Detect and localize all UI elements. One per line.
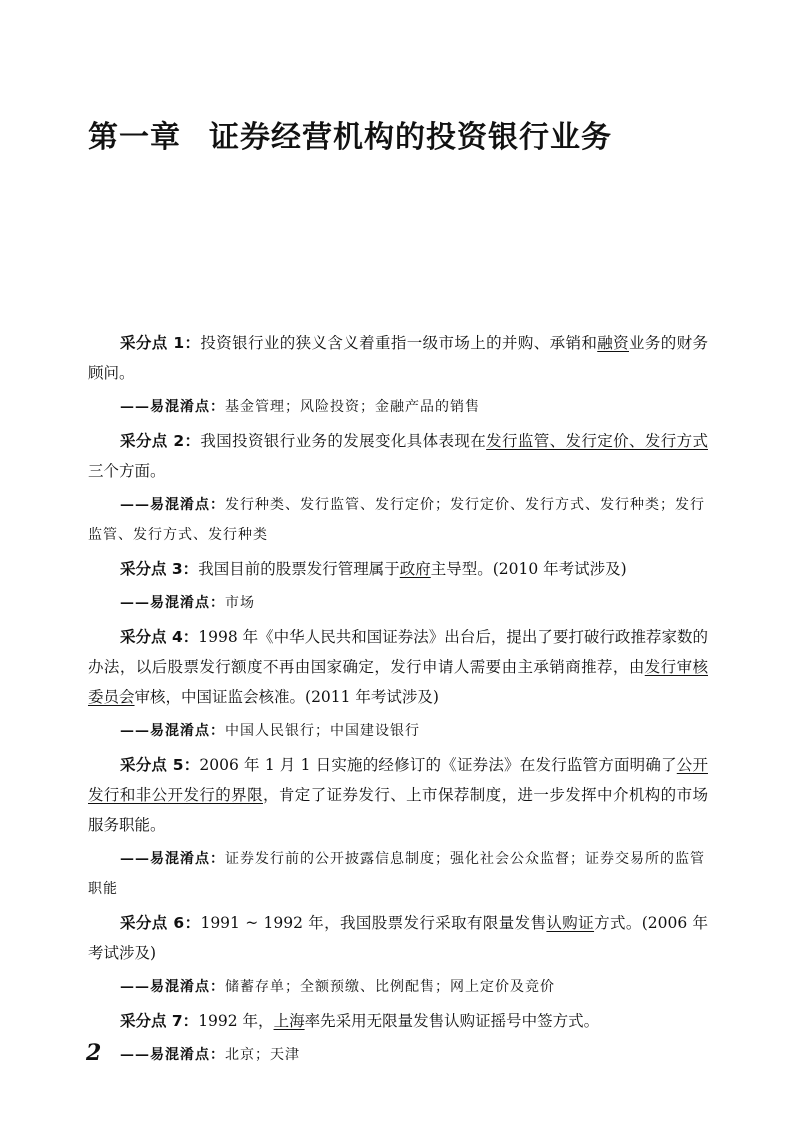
scoring-point-2 (88, 426, 708, 486)
confusion-label: ——易混淆点： (120, 851, 225, 867)
confusion-text: 基金管理；风险投资；金融产品的销售 (225, 399, 480, 415)
point-text-end: 率先采用无限量发售认购证摇号中签方式。 (304, 1012, 600, 1030)
confusion-note-5 (88, 844, 708, 904)
point-label: 采分点 1： (120, 334, 201, 352)
page-number: 2 (86, 1040, 102, 1066)
confusion-label: ——易混淆点： (120, 723, 225, 739)
confusion-note-4 (88, 716, 708, 746)
confusion-note-1 (88, 392, 708, 422)
confusion-note-2 (88, 490, 708, 550)
confusion-note-6 (88, 972, 708, 1002)
confusion-note-7 (88, 1040, 708, 1070)
confusion-label: ——易混淆点： (120, 595, 225, 611)
point-text-end: 三个方面。 (88, 462, 166, 480)
point-text: 我国目前的股票发行管理属于 (198, 560, 400, 578)
point-label: 采分点 2： (120, 432, 201, 450)
key-term: 融资 (597, 334, 629, 352)
confusion-text: 中国人民银行；中国建设银行 (225, 723, 420, 739)
confusion-label: ——易混淆点： (120, 399, 225, 415)
point-text: 1991 ~ 1992 年，我国股票发行采取有限量发售 (200, 914, 547, 932)
point-label: 采分点 3： (120, 560, 199, 578)
key-term: 上海 (273, 1012, 305, 1030)
point-text-end: 方式。(2006 年考试涉及) (88, 914, 708, 962)
confusion-text: 发行种类、发行监管、发行定价；发行定价、发行方式、发行种类；发行监管、发行方式、发行种类 (88, 497, 705, 543)
scoring-points-list (88, 328, 708, 1074)
chapter-number: 第一章 (88, 120, 181, 155)
point-label: 采分点 5： (120, 756, 200, 774)
point-text: 2006 年 1 月 1 日实施的经修订的《证券法》在发行监管方面明确了 (199, 756, 677, 774)
confusion-text: 市场 (225, 595, 255, 611)
key-term: 发行审核委员会 (88, 658, 708, 706)
point-label: 采分点 7： (120, 1012, 199, 1030)
key-term: 发行监管、发行定价、发行方式 (486, 432, 708, 450)
scoring-point-4 (88, 622, 708, 712)
point-text-end: 主导型。(2010 年考试涉及) (430, 560, 627, 578)
confusion-label: ——易混淆点： (120, 979, 225, 995)
scoring-point-7 (88, 1006, 708, 1036)
key-term: 认购证 (546, 914, 595, 932)
confusion-label: ——易混淆点： (120, 1047, 225, 1063)
point-text-end: ，肯定了证券发行、上市保荐制度，进一步发挥中介机构的市场服务职能。 (88, 786, 708, 834)
confusion-text: 储蓄存单；全额预缴、比例配售；网上定价及竞价 (225, 979, 555, 995)
scoring-point-6 (88, 908, 708, 968)
chapter-title (88, 112, 612, 156)
confusion-note-3 (88, 588, 708, 618)
point-text: 1998 年《中华人民共和国证券法》出台后，提出了要打破行政推荐家数的办法，以后股票发行额度不再由国家确定，发行申请人需要由主承销商推荐，由 (88, 628, 708, 676)
confusion-label: ——易混淆点： (120, 497, 225, 513)
point-text: 投资银行业的狭义含义着重指一级市场上的并购、承销和 (200, 334, 598, 352)
scoring-point-5 (88, 750, 708, 840)
point-text: 1992 年， (198, 1012, 274, 1030)
confusion-text: 证券发行前的公开披露信息制度；强化社会公众监督；证券交易所的监管职能 (88, 851, 705, 897)
point-label: 采分点 4： (120, 628, 199, 646)
confusion-text: 北京；天津 (225, 1047, 300, 1063)
point-label: 采分点 6： (120, 914, 201, 932)
point-text-end: 业务的财务顾问。 (88, 334, 708, 382)
scoring-point-1 (88, 328, 708, 388)
key-term: 公开发行和非公开发行的界限 (88, 756, 708, 804)
key-term: 政府 (399, 560, 431, 578)
point-text-end: 审核，中国证监会核准。(2011 年考试涉及) (134, 688, 439, 706)
scoring-point-3 (88, 554, 708, 584)
chapter-name: 证券经营机构的投资银行业务 (209, 120, 612, 155)
point-text: 我国投资银行业务的发展变化具体表现在 (200, 432, 487, 450)
